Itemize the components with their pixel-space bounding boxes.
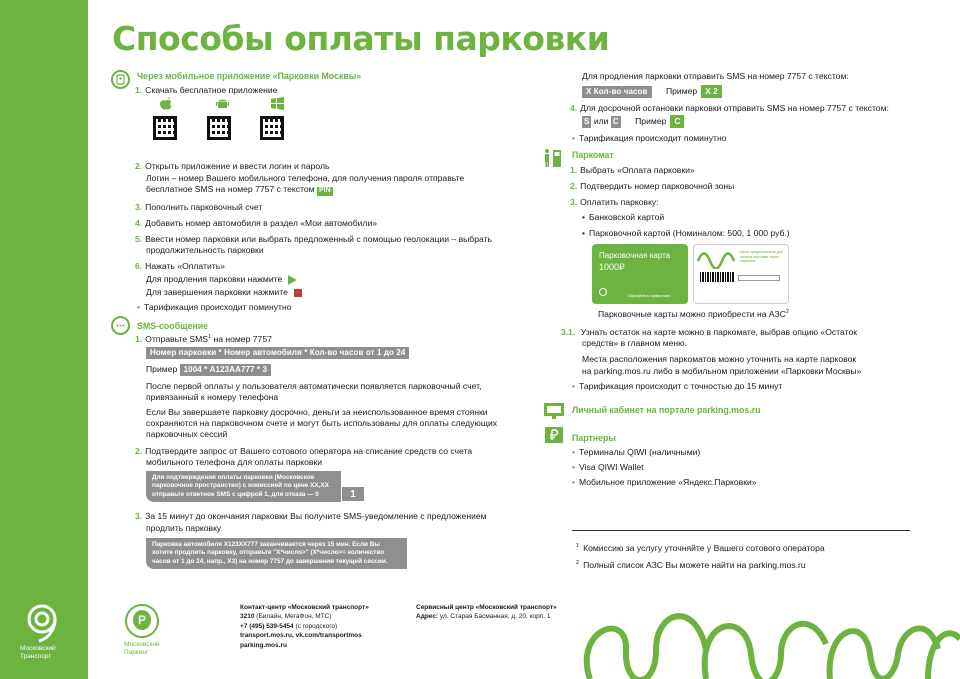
partners-heading: Партнеры — [572, 433, 616, 443]
footnote-2: $^2$ Полный список АЗС Вы можете найти на parking.mos.ru — [576, 560, 806, 570]
parkomat-icon — [543, 148, 563, 171]
parkomat-step-31-line2: средств» в главном меню. — [582, 338, 687, 348]
app-step-2-sub1: Логин – номер Вашего мобильного телефона, для получения пароля отправьте — [146, 173, 465, 183]
qr-code-windows[interactable] — [260, 116, 284, 140]
partner-item: • Мобильное приложение «Яндекс.Парковки» — [572, 477, 757, 487]
app-step-5-line2: продолжительность парковки — [146, 245, 264, 255]
contact-links[interactable]: transport.mos.ru, vk.com/transportmos — [240, 632, 362, 640]
green-sidebar — [0, 0, 88, 679]
extend-text: Для продления парковки отправить SMS на номер 7757 с текстом: — [582, 71, 849, 81]
cards-note: Парковочные карты можно приобрести на АЗС$^2$ — [598, 309, 789, 319]
extend-hint: Для продления парковки нажмите — [146, 274, 297, 285]
app-step-3: 3. Пополнить парковочный счет — [135, 202, 263, 212]
sms-after-2: привязанный к номеру телефона — [146, 392, 279, 402]
sms-step-1: 1. Отправьте SMS$^1$ на номер 7757 — [135, 334, 272, 344]
pin-code: PIN — [318, 187, 331, 194]
app-step-2-sub2: бесплатное SMS на номер 7757 с текстом PIN — [146, 184, 331, 194]
sms-after-1: После первой оплаты у пользователя автоматически появляется парковочный счет, — [146, 381, 482, 391]
sms-example: Пример 1004 * А123АА777 * 3 — [146, 364, 271, 376]
app-step-6: 6. Нажать «Оплатить» — [135, 261, 225, 271]
app-step-5: 5. Ввести номер парковки или выбрать предложенный с помощью геолокации – выбрать — [135, 234, 493, 244]
sms-early-1: Если Вы завершаете парковку досрочно, деньги за неиспользованное время стоянки — [146, 407, 488, 417]
partner-item: • Visa QIWI Wallet — [572, 462, 644, 472]
footnote-1: $^1$ Комиссию за услугу уточняйте у Вашего сотового оператора — [576, 543, 825, 553]
contact-center: Контакт-центр «Московский транспорт» 3210 (Билайн, МегаФон, МТС) +7 (495) 539-5454 (с городского) transport.mos.ru, vk.com/transportmos parking.mos.ru — [240, 604, 369, 649]
parkomat-step-31: 3.1. Узнать остаток на карте можно в паркомате, выбрав опцию «Остаток — [561, 327, 857, 337]
pay-parking-card: • Парковочной картой (Номиналом: 500, 1 000 руб.) — [582, 228, 790, 238]
page-title: Способы оплаты парковки — [112, 19, 610, 58]
apple-icon[interactable] — [160, 97, 172, 114]
stop-codes: S или С Пример С — [582, 115, 684, 128]
qr-code-ios[interactable] — [153, 116, 177, 140]
play-icon[interactable] — [288, 275, 297, 285]
sms-step-2: 2. Подтвердите запрос от Вашего сотового оператора на списание средств со счета — [135, 446, 473, 456]
stop-hint: Для завершения парковки нажмите — [146, 287, 302, 298]
parkomat-step-3: 3. Оплатить парковку: — [570, 197, 659, 207]
service-center: Сервисный центр «Московский транспорт» Адрес: ул. Старая Басманная, д. 20, корп. 1 — [416, 604, 557, 621]
app-step-2: 2. Открыть приложение и ввести логин и пароль — [135, 161, 330, 171]
cabinet-heading[interactable]: Личный кабинет на портале parking.mos.ru — [572, 405, 761, 415]
partner-item: • Терминалы QIWI (наличными) — [572, 447, 701, 457]
pay-bank-card: • Банковской картой — [582, 212, 665, 222]
operator-request-box: Для подтверждения оплаты парковки (Московское парковочное пространство) с комиссией по цене XX,XX отправьте ответное SMS с цифрой 1, для отказа — 0 — [146, 471, 341, 502]
footnote-divider — [572, 530, 910, 531]
reminder-box: Парковка автомобиля Х123ХХ777 заканчивается через 15 мин. Если Вы хотите продлить парковку, отправьте "Х*число>" (Х*число>= количество часов от 1 до 24, напр., Х3) на номер 7757 до завершения текущей сессии. — [146, 538, 407, 569]
decorative-waves — [578, 590, 960, 679]
parking-link[interactable]: parking.mos.ru — [240, 641, 287, 649]
windows-icon[interactable] — [271, 97, 284, 113]
parking-card-back — [693, 244, 789, 304]
monitor-icon — [544, 402, 564, 423]
right-step-4: 4. Для досрочной остановки парковки отправить SMS на номер 7757 с текстом: — [570, 103, 889, 113]
moscow-transport-logo — [24, 603, 64, 646]
card-footer: Паркуйтесь правильно — [628, 293, 671, 298]
ruble-icon — [545, 427, 563, 443]
right-tariff: • Тарификация происходит поминутно — [572, 133, 727, 143]
sms-early-2: сохраняются на парковочном счете и могут быть использованы для оплаты следующих — [146, 418, 498, 428]
locations-1: Места расположения паркоматов можно уточнить на карте парковок — [582, 354, 857, 364]
sms-format: Номер парковки * Номер автомобиля * Кол-во часов от 1 до 24 — [146, 347, 409, 359]
card-back-text: карта предназначена для оплаты парковки через паркомат — [740, 250, 783, 264]
sms-step-3: 3. За 15 минут до окончания парковки Вы получите SMS-уведомление с предложением — [135, 511, 487, 521]
moscow-parking-logo: P — [125, 604, 159, 638]
barcode — [700, 272, 734, 282]
app-step-4: 4. Добавить номер автомобиля в раздел «Мои автомобили» — [135, 218, 378, 228]
sms-heading: SMS-сообщение — [137, 321, 208, 331]
app-tariff: • Тарификация происходит поминутно — [137, 302, 292, 312]
card-logo-icon — [599, 288, 607, 296]
card-title: Парковочная карта — [599, 251, 671, 260]
sms-step-3-line2: продлить парковку — [146, 523, 222, 533]
reply-box: 1 — [342, 487, 364, 501]
parkomat-tariff: • Тарификация происходит с точностью до 15 минут — [572, 381, 783, 391]
parkomat-step-1: 1. Выбрать «Оплата парковки» — [570, 165, 695, 175]
parking-card-front — [592, 244, 688, 304]
sms-bubble-icon — [111, 316, 130, 335]
card-value: 1000₽ — [599, 262, 625, 272]
parkomat-heading: Паркомат — [572, 150, 614, 160]
parking-logo-text: Московский Паркинг — [124, 641, 160, 656]
sms-step-2-line2: мобильного телефона для оплаты парковки — [146, 457, 323, 467]
sms-early-3: парковочных сессий — [146, 429, 228, 439]
app-step-1: 1. Скачать бесплатное приложение — [135, 85, 278, 95]
android-icon[interactable] — [216, 97, 229, 113]
extend-format: Х Кол-во часов Пример Х 2 — [582, 85, 722, 98]
parkomat-step-2: 2. Подтвердить номер парковочной зоны — [570, 181, 735, 191]
mobile-app-icon — [111, 70, 130, 89]
locations-2: на parking.mos.ru либо в мобильном приложении «Парковки Москвы» — [582, 366, 862, 376]
app-heading: Через мобильное приложение «Парковки Москвы» — [137, 71, 362, 81]
stop-icon[interactable] — [294, 289, 302, 297]
transport-logo-text: Московский Транспорт — [20, 645, 56, 660]
qr-code-android[interactable] — [207, 116, 231, 140]
